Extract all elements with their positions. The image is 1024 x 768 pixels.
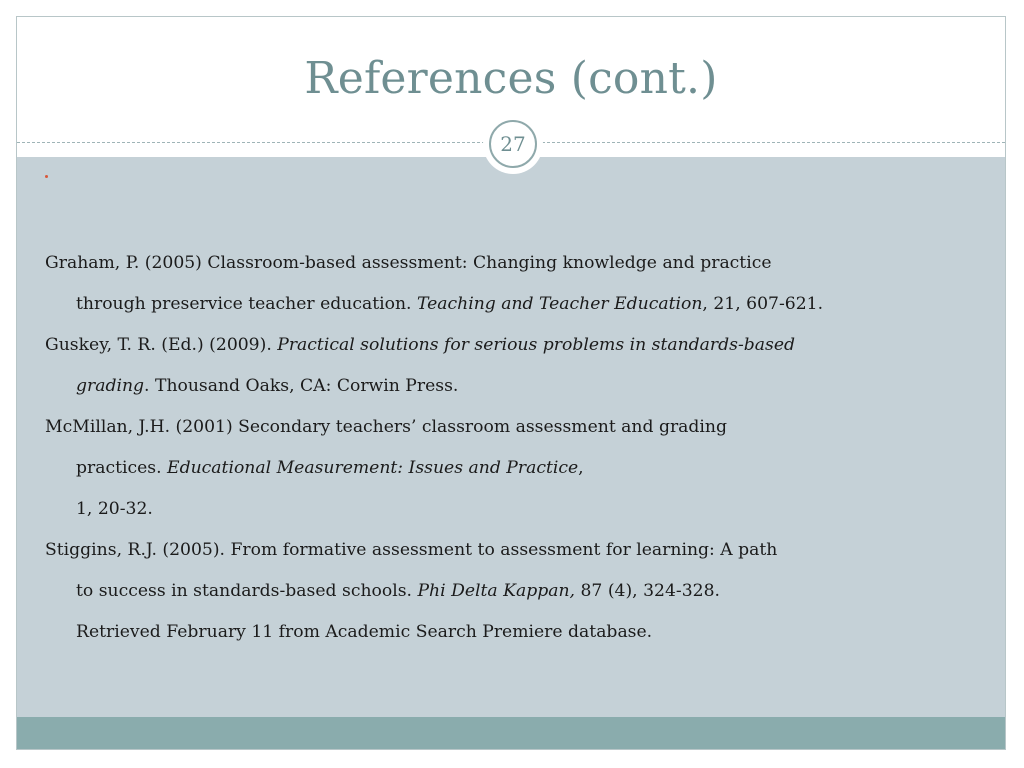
- reference-text: ,: [578, 458, 584, 478]
- reference-graham-line-2: [45, 284, 975, 325]
- reference-text: Teaching and Teacher Education: [416, 294, 703, 314]
- reference-text: Guskey, T. R. (Ed.) (2009).: [45, 335, 278, 355]
- reference-text: Phi Delta Kappan,: [417, 581, 576, 601]
- reference-list: [45, 243, 975, 653]
- reference-text: Graham, P. (2005) Classroom-based assessment: Changing knowledge and practice: [45, 253, 772, 273]
- slide-title: References (cont.): [304, 53, 718, 104]
- reference-text: grading: [76, 376, 145, 396]
- reference-mcmillan-line-3: [45, 489, 975, 530]
- reference-text: Educational Measurement: Issues and Practice: [167, 458, 579, 478]
- reference-mcmillan-line-2: [45, 448, 975, 489]
- reference-stiggins-line-2: [45, 571, 975, 612]
- reference-text: practices.: [76, 458, 168, 478]
- slide-number: 27: [489, 120, 537, 168]
- reference-text: to success in standards-based schools.: [76, 581, 418, 601]
- reference-text: 1, 20-32.: [76, 499, 153, 519]
- reference-graham-line-1: [45, 243, 975, 284]
- bullet-icon: [45, 175, 48, 178]
- reference-text: . Thousand Oaks, CA: Corwin Press.: [144, 376, 459, 396]
- reference-text: , 21, 607-621.: [702, 294, 824, 314]
- reference-text: Stiggins, R.J. (2005). From formative assessment to assessment for learning: A path: [45, 540, 778, 560]
- reference-mcmillan-line-1: [45, 407, 975, 448]
- reference-text: through preservice teacher education.: [76, 294, 417, 314]
- reference-guskey-line-1: [45, 325, 975, 366]
- reference-text: Retrieved February 11 from Academic Search Premiere database.: [76, 622, 653, 642]
- reference-stiggins-line-1: [45, 530, 975, 571]
- reference-guskey-line-2: [45, 366, 975, 407]
- reference-text: Practical solutions for serious problems in standards-based: [277, 335, 796, 355]
- slide: [16, 16, 1006, 750]
- slide-number-badge: [483, 114, 543, 174]
- reference-text: McMillan, J.H. (2001) Secondary teachers’ classroom assessment and grading: [45, 417, 728, 437]
- footer-bar: [17, 717, 1005, 750]
- reference-stiggins-line-3: [45, 612, 975, 653]
- reference-text: 87 (4), 324-328.: [575, 581, 720, 601]
